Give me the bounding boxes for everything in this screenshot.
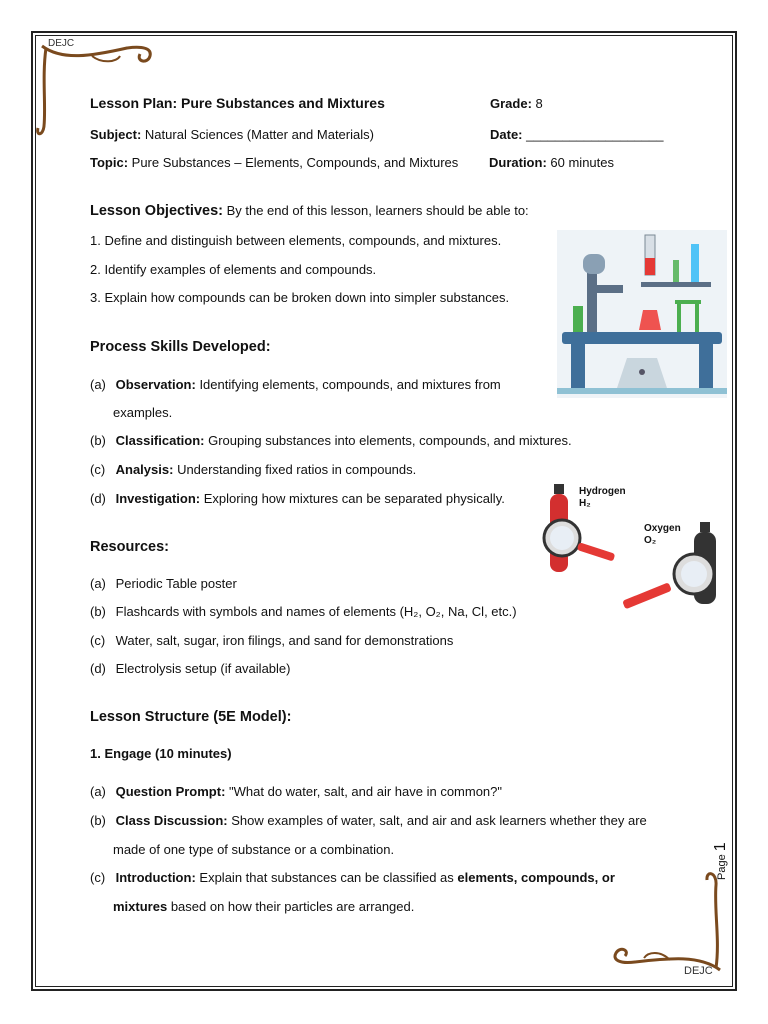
skill-item-continuation: examples. xyxy=(113,405,173,420)
resource-item: (a) Periodic Table poster xyxy=(90,576,237,591)
subject-line: Subject: Natural Sciences (Matter and Materials) xyxy=(90,127,374,142)
resource-item: (c) Water, salt, sugar, iron filings, and sand for demonstrations xyxy=(90,633,454,648)
skills-heading: Process Skills Developed: xyxy=(90,339,271,355)
page-label: Page xyxy=(716,854,728,880)
objectives-heading: Lesson Objectives: xyxy=(90,203,223,219)
duration-line: Duration: 60 minutes xyxy=(489,155,614,170)
objective-item: 2. Identify examples of elements and compounds. xyxy=(90,262,377,277)
objectives-intro: Lesson Objectives: By the end of this lesson, learners should be able to: xyxy=(90,203,529,219)
objective-item: 1. Define and distinguish between elements, compounds, and mixtures. xyxy=(90,233,502,248)
skill-item: (a) Observation: Identifying elements, compounds, and mixtures from xyxy=(90,377,501,392)
structure-heading: Lesson Structure (5E Model): xyxy=(90,709,292,725)
engage-heading: 1. Engage (10 minutes) xyxy=(90,746,232,761)
date-line: Date: ___________________ xyxy=(490,127,664,142)
engage-item-continuation: made of one type of substance or a combination. xyxy=(113,842,395,857)
page-indicator xyxy=(712,842,730,880)
skill-item: (b) Classification: Grouping substances into elements, compounds, and mixtures. xyxy=(90,433,572,448)
oxygen-label: Oxygen O₂ xyxy=(644,523,681,546)
corner-label-bottom: DEJC xyxy=(684,965,713,977)
resources-heading: Resources: xyxy=(90,539,169,555)
skill-item: (c) Analysis: Understanding fixed ratios in compounds. xyxy=(90,462,417,477)
resource-item: (d) Electrolysis setup (if available) xyxy=(90,661,291,676)
skill-item: (d) Investigation: Exploring how mixtures can be separated physically. xyxy=(90,491,505,506)
grade-line: Grade: 8 xyxy=(490,96,543,111)
objective-item: 3. Explain how compounds can be broken down into simpler substances. xyxy=(90,290,510,305)
engage-item: (a) Question Prompt: "What do water, salt, and air have in common?" xyxy=(90,784,503,799)
engage-item: (b) Class Discussion: Show examples of water, salt, and air and ask learners whether they are xyxy=(90,813,647,828)
laboratory-equipment-illustration xyxy=(557,230,727,398)
engage-item-continuation: mixtures based on how their particles are arranged. xyxy=(113,899,415,914)
corner-label-top: DEJC xyxy=(48,38,75,49)
engage-item: (c) Introduction: Explain that substances can be classified as elements, compounds, or xyxy=(90,870,615,885)
hydrogen-label: Hydrogen H₂ xyxy=(579,486,626,509)
page-number: 1 xyxy=(712,842,729,852)
resource-item: (b) Flashcards with symbols and names of elements (H₂, O₂, Na, Cl, etc.) xyxy=(90,604,517,619)
lesson-title: Lesson Plan: Pure Substances and Mixtures xyxy=(90,95,385,111)
topic-line: Topic: Pure Substances – Elements, Compounds, and Mixtures xyxy=(90,155,459,170)
